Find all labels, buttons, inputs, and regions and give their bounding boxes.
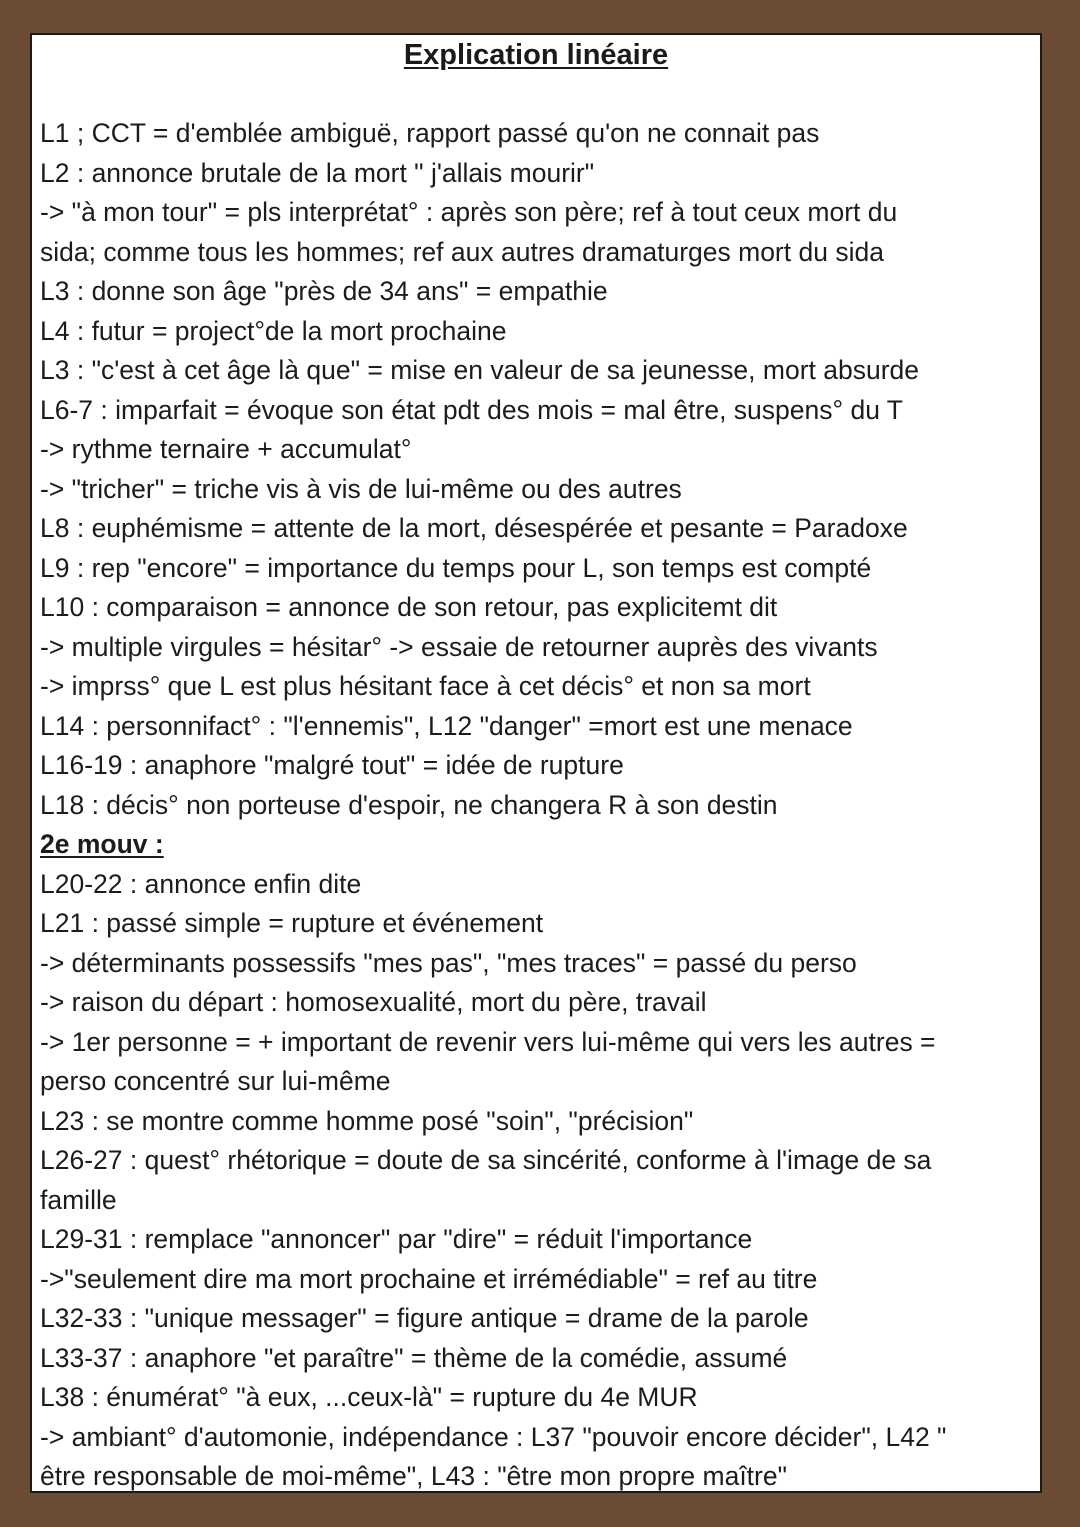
note-line: L8 : euphémisme = attente de la mort, désespérée et pesante = Paradoxe: [40, 513, 908, 543]
note-line: famille: [40, 1184, 117, 1215]
note-line: -> "tricher" = triche vis à vis de lui-même ou des autres: [40, 473, 682, 504]
note-line: L32-33 : "unique messager" = figure antique = drame de la parole: [40, 1303, 809, 1333]
note-line: L10 : comparaison = annonce de son retour, pas explicitemt dit: [40, 592, 778, 622]
note-line: -> multiple virgules = hésitar° -> essaie de retourner auprès des vivants: [40, 631, 878, 662]
note-line: L21 : passé simple = rupture et événement: [40, 908, 544, 938]
note-line: être responsable de moi-même", L43 : "être mon propre maître": [40, 1461, 788, 1491]
note-line: -> "à mon tour" = pls interprétat° : après son père; ref à tout ceux mort du: [40, 197, 898, 227]
note-line: -> 1er personne = + important de revenir vers lui-même qui vers les autres =: [40, 1026, 936, 1057]
section-heading: [40, 825, 1034, 865]
note-line: ->"seulement dire ma mort prochaine et irrémédiable" = ref au titre: [40, 1263, 818, 1294]
notes-lines: [40, 114, 1034, 1493]
section-heading-label: 2e mouv :: [40, 829, 164, 859]
note-line: -> ambiant° d'automonie, indépendance : L37 "pouvoir encore décider", L42 ": [40, 1421, 947, 1452]
note-line: L2 : annonce brutale de la mort " j'allais mourir": [40, 157, 595, 188]
note-line: L4 : futur = project°de la mort prochaine: [40, 315, 507, 346]
note-line: L18 : décis° non porteuse d'espoir, ne changera R à son destin: [40, 789, 778, 820]
note-line: L16-19 : anaphore "malgré tout" = idée de rupture: [40, 750, 624, 780]
note-line: -> raison du départ : homosexualité, mort du père, travail: [40, 987, 707, 1017]
note-line: sida; comme tous les hommes; ref aux autres dramaturges mort du sida: [40, 236, 884, 267]
note-line: -> déterminants possessifs "mes pas", "mes traces" = passé du perso: [40, 947, 857, 978]
note-line: -> imprss° que L est plus hésitant face à cet décis° et non sa mort: [40, 671, 811, 701]
note-line: L3 : "c'est à cet âge là que" = mise en valeur de sa jeunesse, mort absurde: [40, 355, 920, 385]
page-title: Explication linéaire: [403, 39, 669, 71]
note-line: L29-31 : remplace "annoncer" par "dire" = réduit l'importance: [40, 1224, 753, 1254]
note-line: L14 : personnifact° : "l'ennemis", L12 "danger" =mort est une menace: [40, 710, 853, 741]
note-line: -> rythme ternaire + accumulat°: [40, 434, 412, 464]
note-line: L6-7 : imparfait = évoque son état pdt des mois = mal être, suspens° du T: [40, 394, 903, 425]
note-line: L3 : donne son âge "près de 34 ans" = empathie: [40, 276, 608, 306]
note-line: L26-27 : quest° rhétorique = doute de sa sincérité, conforme à l'image de sa: [40, 1145, 932, 1175]
note-line: L9 : rep "encore" = importance du temps pour L, son temps est compté: [40, 552, 872, 583]
note-line: L1 ; CCT = d'emblée ambiguë, rapport passé qu'on ne connait pas: [40, 118, 820, 148]
note-line: perso concentré sur lui-même: [40, 1066, 391, 1096]
note-line: L33-37 : anaphore "et paraître" = thème de la comédie, assumé: [40, 1342, 788, 1373]
note-line: L23 : se montre comme homme posé "soin", "précision": [40, 1105, 694, 1136]
note-line: L20-22 : annonce enfin dite: [40, 868, 362, 899]
notes-page: [30, 33, 1042, 1493]
note-line: L38 : énumérat° "à eux, ...ceux-là" = rupture du 4e MUR: [40, 1382, 698, 1412]
